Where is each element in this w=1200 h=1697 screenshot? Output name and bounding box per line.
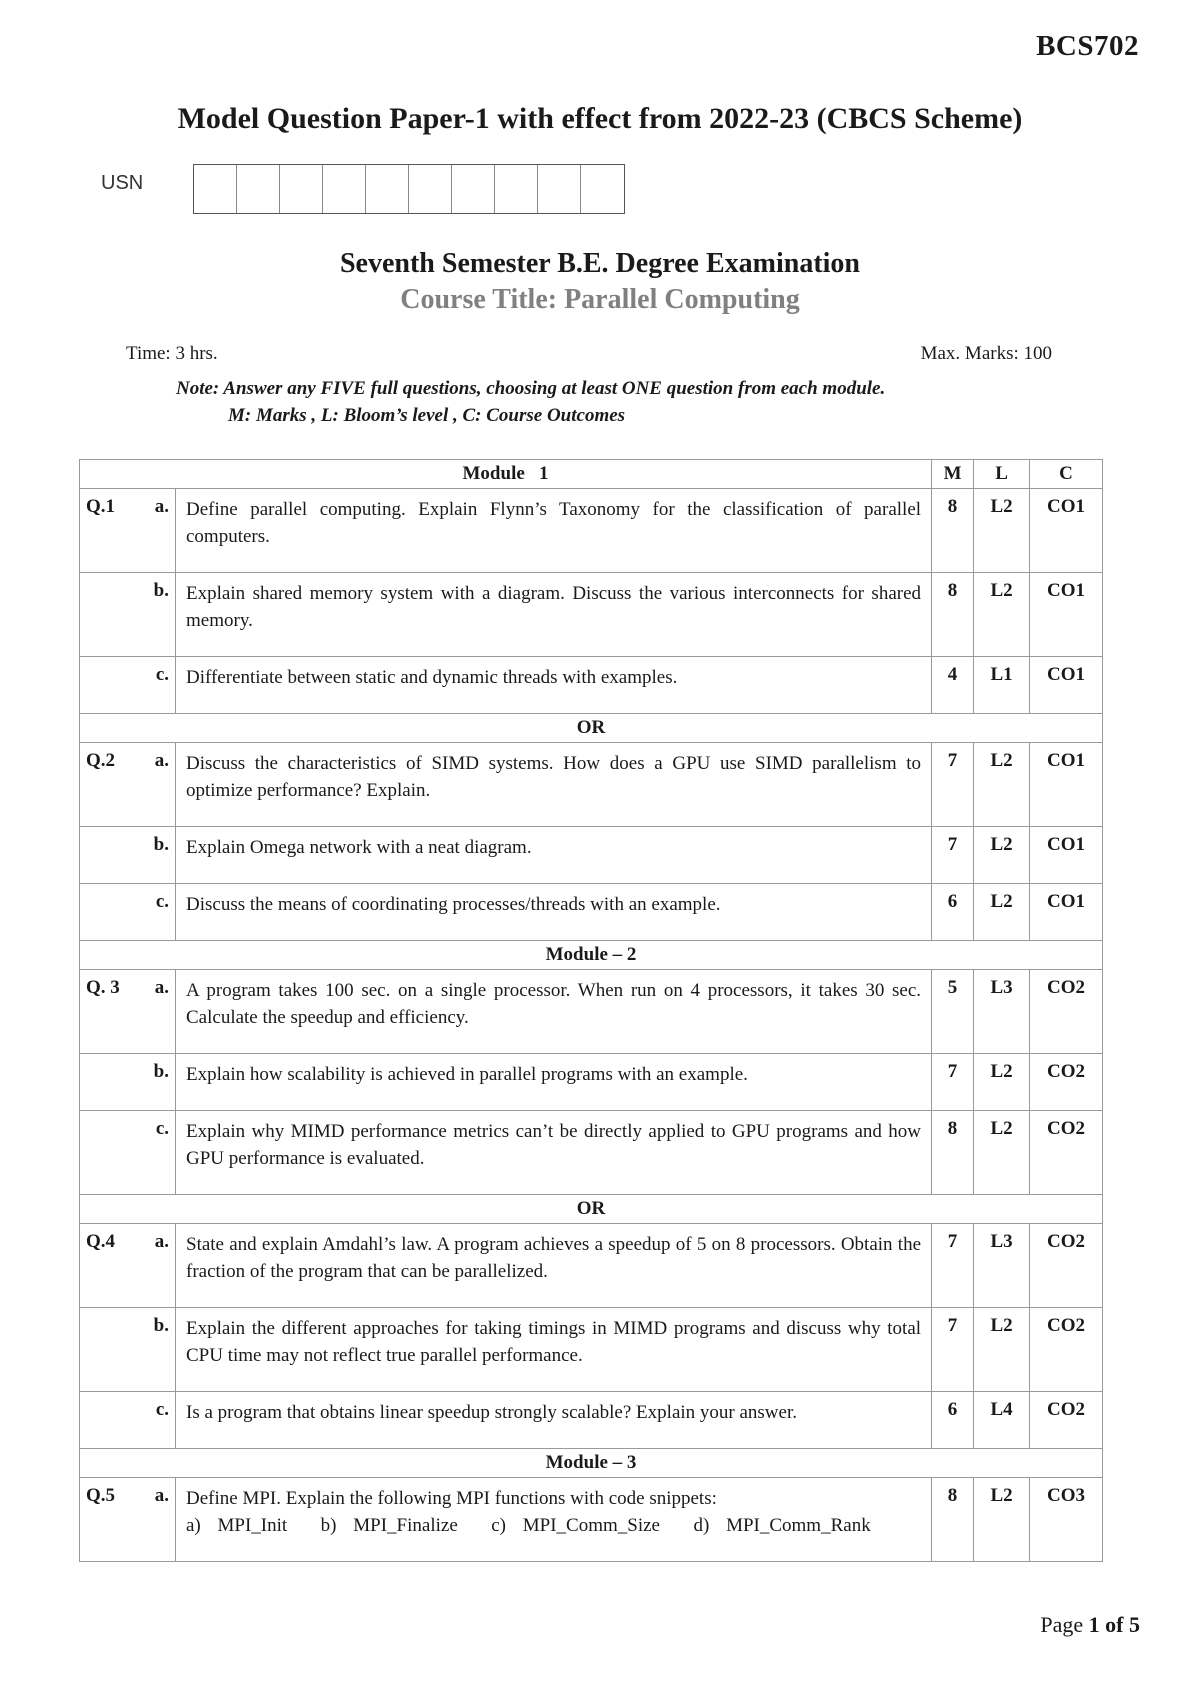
question-text: Explain why MIMD performance metrics can’t be directly applied to GPU programs and how GPU performance is evaluated. [176,1111,932,1195]
table-row [80,1478,1103,1562]
question-part: a. [134,489,176,573]
question-text: A program takes 100 sec. on a single processor. When run on 4 processors, it takes 30 sec. Calculate the speedup and efficiency. [176,970,932,1054]
question-marks: 6 [932,1392,974,1449]
question-outcome: CO2 [1030,1308,1103,1392]
question-level: L2 [974,1111,1030,1195]
question-level: L2 [974,743,1030,827]
question-part: b. [134,827,176,884]
usn-box[interactable] [280,165,323,213]
module-heading: Module 1 [80,460,932,489]
question-part: a. [134,1224,176,1308]
question-text: Define parallel computing. Explain Flynn’s Taxonomy for the classification of parallel computers. [176,489,932,573]
question-number: Q.1 [80,489,134,573]
question-text: Explain shared memory system with a diagram. Discuss the various interconnects for shared memory. [176,573,932,657]
question-outcome: CO2 [1030,1054,1103,1111]
question-number [80,827,134,884]
question-outcome: CO1 [1030,884,1103,941]
question-number [80,884,134,941]
question-number [80,1308,134,1392]
table-row [80,1224,1103,1308]
question-text: Differentiate between static and dynamic threads with examples. [176,657,932,714]
question-text: Define MPI. Explain the following MPI functions with code snippets: [186,1488,717,1509]
question-part: b. [134,1308,176,1392]
usn-box[interactable] [495,165,538,213]
question-outcome: CO3 [1030,1478,1103,1562]
or-separator [80,1195,1103,1224]
question-outcome: CO1 [1030,657,1103,714]
question-part: c. [134,657,176,714]
question-marks: 6 [932,884,974,941]
usn-box[interactable] [194,165,237,213]
usn-box[interactable] [237,165,280,213]
question-text: Explain how scalability is achieved in parallel programs with an example. [176,1054,932,1111]
question-part: c. [134,1392,176,1449]
or-label: OR [80,1195,1103,1224]
question-marks: 8 [932,489,974,573]
usn-box[interactable] [366,165,409,213]
question-part: a. [134,1478,176,1562]
exam-duration: Time: 3 hrs. [126,343,218,364]
course-title: Course Title: Parallel Computing [400,284,800,315]
question-outcome: CO2 [1030,1224,1103,1308]
table-row [80,743,1103,827]
table-row [80,1392,1103,1449]
page-of: of [1105,1612,1124,1637]
outcome-column-header: C [1030,460,1103,489]
table-row [80,657,1103,714]
question-number [80,1054,134,1111]
table-row [80,970,1103,1054]
question-level: L2 [974,1054,1030,1111]
legend-note: M: Marks , L: Bloom’s level , C: Course Outcomes [228,405,626,426]
question-level: L2 [974,827,1030,884]
question-text-cell [176,1478,932,1562]
exam-title: Seventh Semester B.E. Degree Examination [339,248,861,279]
question-level: L4 [974,1392,1030,1449]
question-text: Is a program that obtains linear speedup strongly scalable? Explain your answer. [176,1392,932,1449]
instructions-note: Note: Answer any FIVE full questions, choosing at least ONE question from each module. [176,378,886,399]
question-marks: 7 [932,827,974,884]
question-part: b. [134,573,176,657]
page-total: 5 [1129,1612,1140,1637]
module-separator [80,1449,1103,1478]
question-level: L2 [974,489,1030,573]
page-word: Page [1040,1612,1084,1637]
question-text: Discuss the characteristics of SIMD systems. How does a GPU use SIMD parallelism to optimize performance? Explain. [176,743,932,827]
question-number: Q. 3 [80,970,134,1054]
module-separator [80,941,1103,970]
question-part: a. [134,970,176,1054]
question-marks: 7 [932,1054,974,1111]
question-outcome: CO2 [1030,970,1103,1054]
question-subparts: a) MPI_Init b) MPI_Finalize c) MPI_Comm_Size d) MPI_Comm_Rank [186,1515,871,1536]
level-column-header: L [974,460,1030,489]
usn-input-boxes[interactable] [193,164,625,214]
question-number: Q.5 [80,1478,134,1562]
question-part: c. [134,884,176,941]
question-level: L2 [974,573,1030,657]
question-number [80,657,134,714]
usn-box[interactable] [452,165,495,213]
question-text: Explain Omega network with a neat diagram. [176,827,932,884]
question-number [80,573,134,657]
table-row [80,489,1103,573]
question-level: L1 [974,657,1030,714]
question-table [79,459,1103,1562]
table-row [80,1308,1103,1392]
or-separator [80,714,1103,743]
question-number [80,1111,134,1195]
usn-box[interactable] [323,165,366,213]
question-part: b. [134,1054,176,1111]
question-marks: 7 [932,1224,974,1308]
page-number [1040,1612,1140,1638]
question-level: L2 [974,1478,1030,1562]
question-text: State and explain Amdahl’s law. A program achieves a speedup of 5 on 8 processors. Obtain the fraction of the program that can be parallelized. [176,1224,932,1308]
question-marks: 7 [932,1308,974,1392]
question-text: Explain the different approaches for taking timings in MIMD programs and discuss why total CPU time may not reflect true parallel performance. [176,1308,932,1392]
question-level: L2 [974,884,1030,941]
table-row [80,827,1103,884]
question-outcome: CO2 [1030,1392,1103,1449]
question-number: Q.2 [80,743,134,827]
course-code: BCS702 [1036,30,1139,62]
question-level: L2 [974,1308,1030,1392]
question-outcome: CO1 [1030,827,1103,884]
usn-box[interactable] [409,165,452,213]
question-level: L3 [974,970,1030,1054]
question-part: c. [134,1111,176,1195]
question-number [80,1392,134,1449]
question-outcome: CO1 [1030,743,1103,827]
question-number: Q.4 [80,1224,134,1308]
question-outcome: CO2 [1030,1111,1103,1195]
question-outcome: CO1 [1030,489,1103,573]
usn-box[interactable] [538,165,581,213]
question-marks: 5 [932,970,974,1054]
question-marks: 8 [932,1111,974,1195]
question-marks: 4 [932,657,974,714]
page-current: 1 [1088,1612,1100,1637]
table-row [80,573,1103,657]
question-marks: 8 [932,1478,974,1562]
module-heading: Module – 3 [80,1449,1103,1478]
or-label: OR [80,714,1103,743]
marks-column-header: M [932,460,974,489]
usn-box[interactable] [581,165,624,213]
max-marks: Max. Marks: 100 [920,343,1052,364]
table-header [80,460,1103,489]
question-outcome: CO1 [1030,573,1103,657]
question-level: L3 [974,1224,1030,1308]
paper-title: Model Question Paper-1 with effect from 2022-23 (CBCS Scheme) [177,102,1023,135]
question-marks: 8 [932,573,974,657]
usn-label: USN [101,172,144,194]
question-text: Discuss the means of coordinating processes/threads with an example. [176,884,932,941]
module-heading: Module – 2 [80,941,1103,970]
table-row [80,884,1103,941]
table-row [80,1111,1103,1195]
table-row [80,1054,1103,1111]
question-marks: 7 [932,743,974,827]
question-part: a. [134,743,176,827]
